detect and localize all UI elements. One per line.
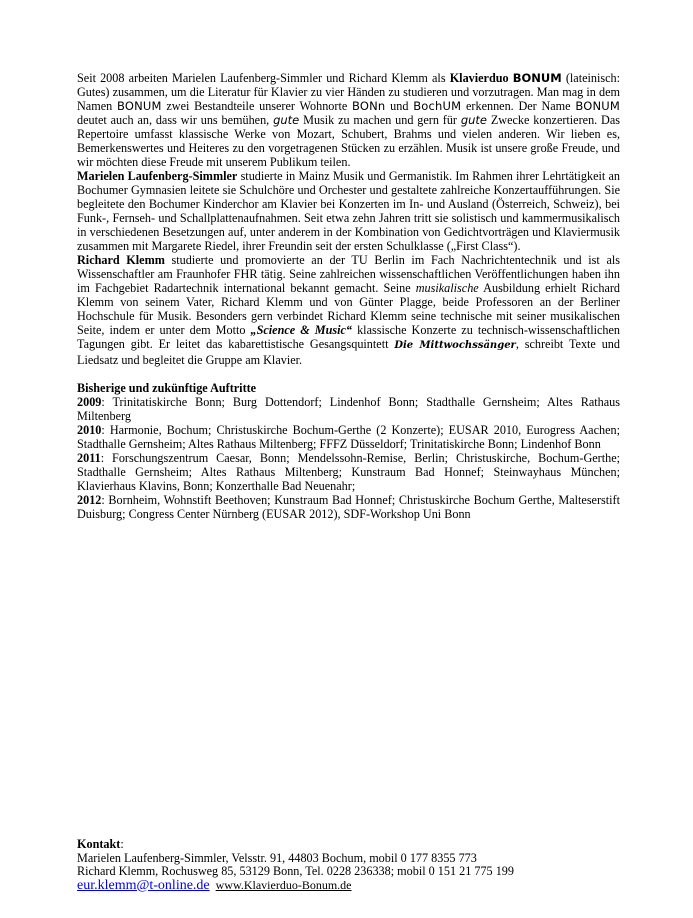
bonum-word: BONUM (116, 99, 162, 113)
year-label: 2009 (77, 395, 102, 409)
intro-text: (lateinisch: Gutes) zusammen, um die Literatur für Klavier zu vier Händen zu studieren und vorzutragen. Man mag in dem Namen (77, 71, 620, 113)
intro-text: Musik zu machen und gern für (299, 113, 461, 127)
website-link[interactable]: www.Klavierduo-Bonum.de (215, 877, 352, 892)
performances-heading: Bisherige und zukünftige Auftritte (77, 381, 257, 395)
year-label: 2011 (77, 451, 101, 465)
gute-word: gute (273, 113, 300, 127)
contact-block (77, 838, 637, 892)
marielen-bio-text: studierte in Mainz Musik und Germanistik. Im Rahmen ihrer Lehrtätigkeit an Bochumer Gymnasien leitete sie Schulchöre und Orchester und gestaltete zahlreiche Konzertaufführungen. Sie begleitete den Bochumer Kinderchor am Klavier bei Konzerten im In- und Ausland (Österreich, Schweiz), bei Funk-, Fernseh- und Schallplattenaufnahmen. Seit etwa zehn Jahren tritt sie solistisch und kammermusikalisch in verschiedenen Besetzungen auf, unter anderem in der Kombination von Gedichtvorträgen und Klaviermusik zusammen mit Margarete Riedel, ihrer Freundin seit der ersten Schulklasse („First Class“). (77, 169, 621, 253)
performance-list: : Harmonie, Bochum; Christuskirche Bochum-Gerthe (2 Konzerte); EUSAR 2010, Eurogress Aachen; Stadthalle Gernsheim; Altes Rathaus Miltenberg; FFFZ Düsseldorf; Trinitatiskirche Bonn; Lindenhof Bonn (77, 423, 620, 451)
year-label: 2012 (77, 493, 102, 507)
marielen-name: Marielen Laufenberg-Simmler (77, 169, 238, 183)
intro-paragraph (77, 71, 620, 169)
performance-list: : Forschungszentrum Caesar, Bonn; Mendelssohn-Remise, Berlin; Christuskirche, Bochum-Gerthe; Stadthalle Gernsheim; Altes Rathaus Miltenberg; Kunstraum Bad Honnef; Steinwayhaus München; Klavierhaus Klavins, Bonn; Konzerthalle Bad Neuenahr; (77, 451, 620, 493)
email-link[interactable]: eur.klemm@t-online.de (77, 877, 210, 893)
performance-2010 (77, 423, 620, 451)
performance-2009 (77, 395, 620, 423)
bonum-word: BONUM (575, 99, 620, 113)
contact-label: Kontakt (77, 837, 121, 851)
intro-text: und (385, 99, 414, 113)
year-label: 2010 (77, 423, 102, 437)
intro-text: zwei Bestandteile unserer Wohnorte (161, 99, 352, 113)
document-body (77, 71, 620, 521)
contact-links (77, 879, 637, 893)
contact-richard: Richard Klemm, Rochusweg 85, 53129 Bonn, Tel. 0228 236338; mobil 0 151 21 775 199 (77, 864, 514, 878)
duo-name: Klavierduo BONUM (449, 71, 562, 85)
intro-text: Zwecke konzertieren. Das Repertoire umfasst klassische Werke von Mozart, Schubert, Brahms und vielen anderen. Wir lieben es, Bemerkenswertes und Heiteres zu den vorgetragenen Stücken zu erzählen. Musik ist unsere große Freude, und wir möchten diese Freude mit unserem Publikum teilen. (77, 113, 620, 169)
richard-bio-text: klassische Konzerte zu technisch-wissenschaftlichen Tagungen gibt. Er leitet das kabarettistische Gesangsquintett (77, 323, 620, 351)
performance-2011 (77, 451, 620, 493)
intro-text: erkennen. Der Name (461, 99, 576, 113)
marielen-bio (77, 169, 620, 253)
richard-bio-text: studierte und promovierte an der TU Berlin im Fach Nachrichtentechnik und ist als Wissenschaftler am Fraunhofer FHR tätig. Seine zahlreichen wissenschaftlichen Veröffentlichungen haben ihn im Fachgebiet Radartechnik international bekannt gemacht. Seine (77, 253, 620, 295)
richard-bio-text: , schreibt Texte und Liedsatz und begleitet die Gruppe am Klavier. (77, 337, 620, 367)
richard-bio (77, 253, 620, 367)
gute-word: gute (460, 113, 488, 127)
richard-name: Richard Klemm (77, 253, 165, 267)
intro-text: deutet auch an, dass wir uns bemühen, (77, 113, 274, 127)
bonn-word: BONn (351, 99, 386, 113)
performance-2012 (77, 493, 620, 521)
bochum-word: BochUM (413, 99, 462, 113)
musikalische-word: musikalische (415, 281, 479, 295)
contact-colon: : (120, 837, 124, 851)
motto: „Science & Music“ (250, 323, 353, 337)
contact-marielen: Marielen Laufenberg-Simmler, Velsstr. 91, 44803 Bochum, mobil 0 177 8355 773 (77, 850, 477, 865)
intro-text: Seit 2008 arbeiten Marielen Laufenberg-Simmler und Richard Klemm als (77, 71, 450, 85)
performance-list: : Bornheim, Wohnstift Beethoven; Kunstraum Bad Honnef; Christuskirche Bochum Gerthe, Malteserstift Duisburg; Congress Center Nürnberg (EUSAR 2012), SDF-Workshop Uni Bonn (77, 493, 620, 521)
contact-heading (77, 838, 637, 852)
richard-bio-text: Ausbildung erhielt Richard Klemm von seinem Vater, Richard Klemm und von Günter Plagge, beide Professoren an der Berliner Hochschule für Musik. Besonders gern verbindet Richard Klemm seine technische mit seiner musikalischen Seite, indem er unter dem Motto (77, 281, 620, 337)
quintett-name: Die Mittwochssänger (394, 340, 516, 351)
performance-list: : Trinitatiskirche Bonn; Burg Dottendorf; Lindenhof Bonn; Stadthalle Gernsheim; Altes Rathaus Miltenberg (77, 395, 620, 423)
